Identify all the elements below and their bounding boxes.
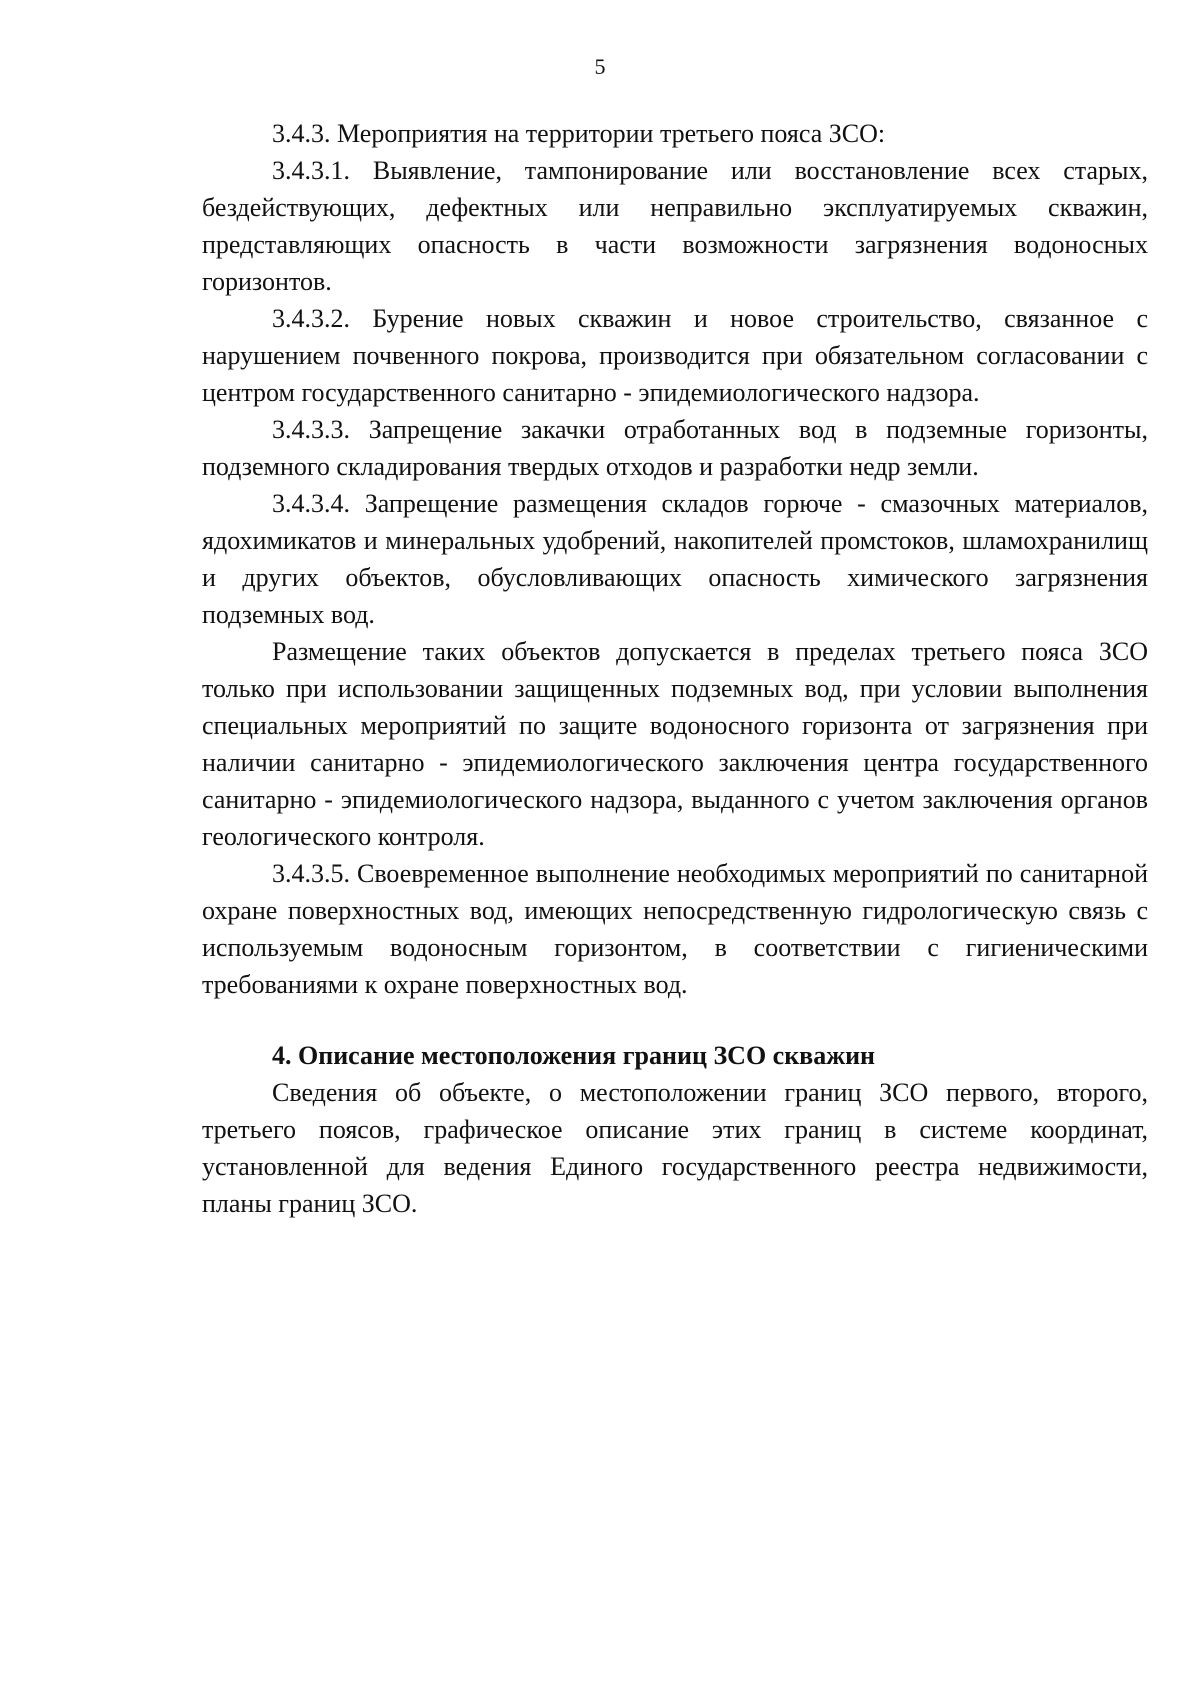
paragraph-3-4-3-2: 3.4.3.2. Бурение новых скважин и новое строительство, связанное с нарушением почвенного покрова, производится при обязательном согласовании с центром государственного санитарно - эпидемиологического надзора. [202,304,1148,407]
paragraph-3-4-3: 3.4.3. Мероприятия на территории третьего пояса ЗСО: [272,119,886,148]
paragraph-3-4-3-4: 3.4.3.4. Запрещение размещения складов горюче - смазочных материалов, ядохимикатов и минеральных удобрений, накопителей промстоков, шламохранилищ и других объектов, обусловливающих опасность химического загрязнения подземных вод. [202,489,1148,629]
section-4-heading: 4. Описание местоположения границ ЗСО скважин [272,1041,876,1070]
paragraph-placement-conditions: Размещение таких объектов допускается в пределах третьего пояса ЗСО только при использовании защищенных подземных вод, при условии выполнения специальных мероприятий по защите водоносного горизонта от загрязнения при наличии санитарно - эпидемиологического заключения центра государственного санитарно - эпидемиологического надзора, выданного с учетом заключения органов геологического контроля. [202,637,1148,851]
paragraph-3-4-3-5: 3.4.3.5. Своевременное выполнение необходимых мероприятий по санитарной охране поверхностных вод, имеющих непосредственную гидрологическую связь с используемым водоносным горизонтом, в соответствии с гигиеническими требованиями к охране поверхностных вод. [202,859,1148,999]
section-4-paragraph: Сведения об объекте, о местоположении границ ЗСО первого, второго, третьего поясов, графическое описание этих границ в системе координат, установленной для ведения Единого государственного реестра недвижимости, планы границ ЗСО. [202,1078,1148,1218]
page-number: 5 [594,54,606,79]
paragraph-3-4-3-1: 3.4.3.1. Выявление, тампонирование или восстановление всех старых, бездействующих, дефектных или неправильно эксплуатируемых скважин, представляющих опасность в части возможности загрязнения водоносных горизонтов. [202,156,1148,296]
section-spacer [202,1003,1148,1037]
document-body [202,115,1148,1222]
paragraph-3-4-3-3: 3.4.3.3. Запрещение закачки отработанных вод в подземные горизонты, подземного складирования твердых отходов и разработки недр земли. [202,415,1148,481]
